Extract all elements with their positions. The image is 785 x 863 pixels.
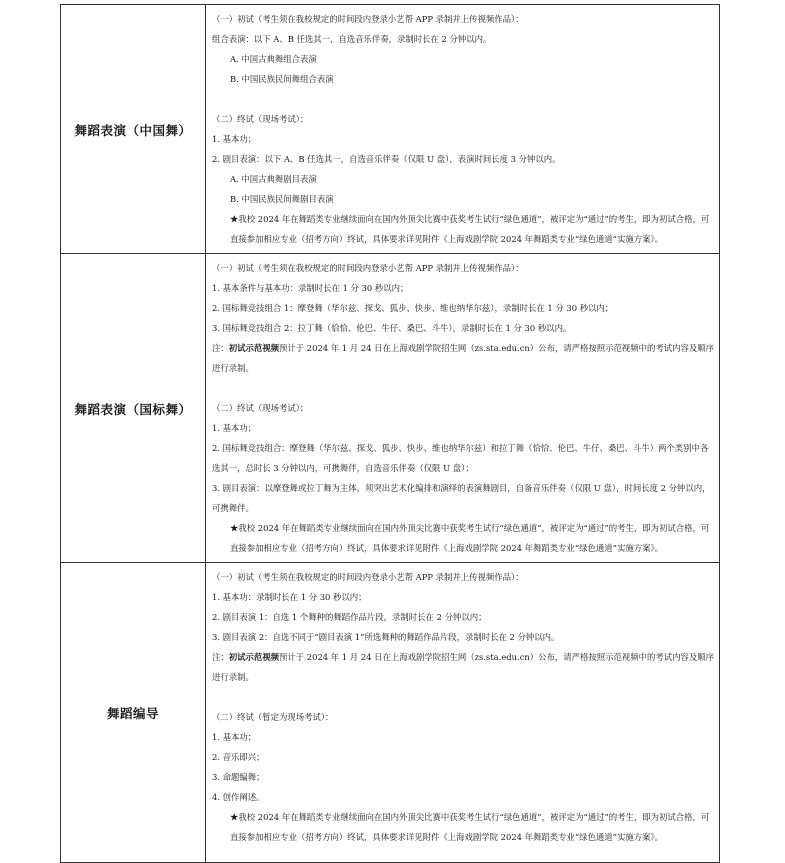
list-item: 2. 国标舞竞技组合 1：摩登舞（华尔兹、探戈、狐步、快步、维也纳华尔兹），录制时长在 1 分 30 秒以内； (212, 303, 614, 313)
list-item: 2. 国标舞竞技组合：摩登舞（华尔兹、探戈、狐步、快步、维也纳华尔兹）和拉丁舞（恰恰、伦巴、牛仔、桑巴、斗牛）两个类别中各选其一，总时长 3 分钟以内，可携舞伴，自选音乐伴奏（仅限 U 盘）； (212, 443, 709, 473)
major-cell (61, 5, 206, 254)
list-item: （二）终试（现场考试）： (212, 403, 309, 413)
table-row (61, 563, 720, 863)
major-title: 舞蹈表演（国标舞） (74, 401, 192, 417)
requirements-cell (206, 254, 720, 563)
list-item: 1. 基本功：录制时长在 1 分 30 秒以内； (212, 592, 367, 602)
demo-video-label: 初试示范视频 (228, 652, 279, 662)
list-item: 1. 基本条件与基本功：录制时长在 1 分 30 秒以内； (212, 283, 409, 293)
list-item: B. 中国民族民间舞组合表演 (230, 74, 334, 84)
list-item: （二）终试（暂定为现场考试）： (212, 712, 334, 722)
demo-video-label: 初试示范视频 (228, 343, 279, 353)
list-item: 3. 剧目表演 2：自选不同于“剧目表演 1”所选舞种的舞蹈作品片段，录制时长在 2 分钟以内。 (212, 632, 560, 642)
list-item: 1. 基本功； (212, 423, 257, 433)
list-item: B. 中国民族民间舞剧目表演 (230, 194, 334, 204)
list-item: A. 中国古典舞剧目表演 (230, 174, 317, 184)
green-channel-note: ★我校 2024 年在舞蹈类专业继续面向在国内外顶尖比赛中获奖考生试行“绿色通道”，被评定为“通过”的考生，即为初试合格，可直接参加相应专业（招考方向）终试，具体要求详见附件《上海戏剧学院 2024 年舞蹈类专业“绿色通道”实施方案》。 (230, 812, 710, 842)
list-item: 组合表演：以下 A、B 任选其一，自选音乐伴奏，录制时长在 2 分钟以内。 (212, 34, 492, 44)
exam-requirements-table (60, 4, 720, 863)
list-item: 1. 基本功； (212, 732, 257, 742)
list-item: 4. 创作阐述。 (212, 792, 265, 802)
list-item: （一）初试（考生须在我校规定的时间段内登录小艺帮 APP 录制并上传视频作品）： (212, 572, 524, 582)
major-title: 舞蹈编导 (106, 706, 159, 721)
major-cell (61, 254, 206, 563)
requirements-cell (206, 5, 720, 254)
list-item: 2. 剧目表演：以下 A、B 任选其一，自选音乐伴奏（仅限 U 盘），表演时间长度 3 分钟以内。 (212, 154, 561, 164)
demo-video-note: 注：初试示范视频预计于 2024 年 1 月 24 日在上海戏剧学院招生网（zs.sta.edu.cn）公布，请严格按照示范视频中的考试内容及顺序进行录制。 (212, 652, 715, 682)
list-item: 2. 剧目表演 1：自选 1 个舞种的舞蹈作品片段，录制时长在 2 分钟以内； (212, 612, 487, 622)
list-item: 3. 命题编舞； (212, 772, 265, 782)
major-title: 舞蹈表演（中国舞） (74, 122, 192, 138)
list-item: A. 中国古典舞组合表演 (230, 54, 317, 64)
list-item: 3. 剧目表演：以摩登舞或拉丁舞为主体，须突出艺术化编排和演绎的表演舞剧目，自备音乐伴奏（仅限 U 盘），时间长度 2 分钟以内，可携舞伴。 (212, 483, 711, 513)
requirements-cell (206, 563, 720, 863)
green-channel-note: ★我校 2024 年在舞蹈类专业继续面向在国内外顶尖比赛中获奖考生试行“绿色通道”，被评定为“通过”的考生，即为初试合格，可直接参加相应专业（招考方向）终试，具体要求详见附件《上海戏剧学院 2024 年舞蹈类专业“绿色通道”实施方案》。 (230, 523, 710, 553)
green-channel-note: ★我校 2024 年在舞蹈类专业继续面向在国内外顶尖比赛中获奖考生试行“绿色通道”，被评定为“通过”的考生，即为初试合格，可直接参加相应专业（招考方向）终试，具体要求详见附件《上海戏剧学院 2024 年舞蹈类专业“绿色通道”实施方案》。 (230, 214, 710, 244)
major-cell (61, 563, 206, 863)
table-row (61, 254, 720, 563)
list-item: （一）初试（考生须在我校规定的时间段内登录小艺帮 APP 录制并上传视频作品）： (212, 263, 524, 273)
list-item: （一）初试（考生须在我校规定的时间段内登录小艺帮 APP 录制并上传视频作品）： (212, 14, 524, 24)
list-item: 1. 基本功； (212, 134, 257, 144)
list-item: （二）终试（现场考试）： (212, 114, 309, 124)
demo-video-note: 注：初试示范视频预计于 2024 年 1 月 24 日在上海戏剧学院招生网（zs.sta.edu.cn）公布，请严格按照示范视频中的考试内容及顺序进行录制。 (212, 343, 715, 373)
table-row (61, 5, 720, 254)
list-item: 2. 音乐即兴； (212, 752, 265, 762)
list-item: 3. 国标舞竞技组合 2：拉丁舞（恰恰、伦巴、牛仔、桑巴、斗牛），录制时长在 1 分 30 秒以内。 (212, 323, 572, 333)
